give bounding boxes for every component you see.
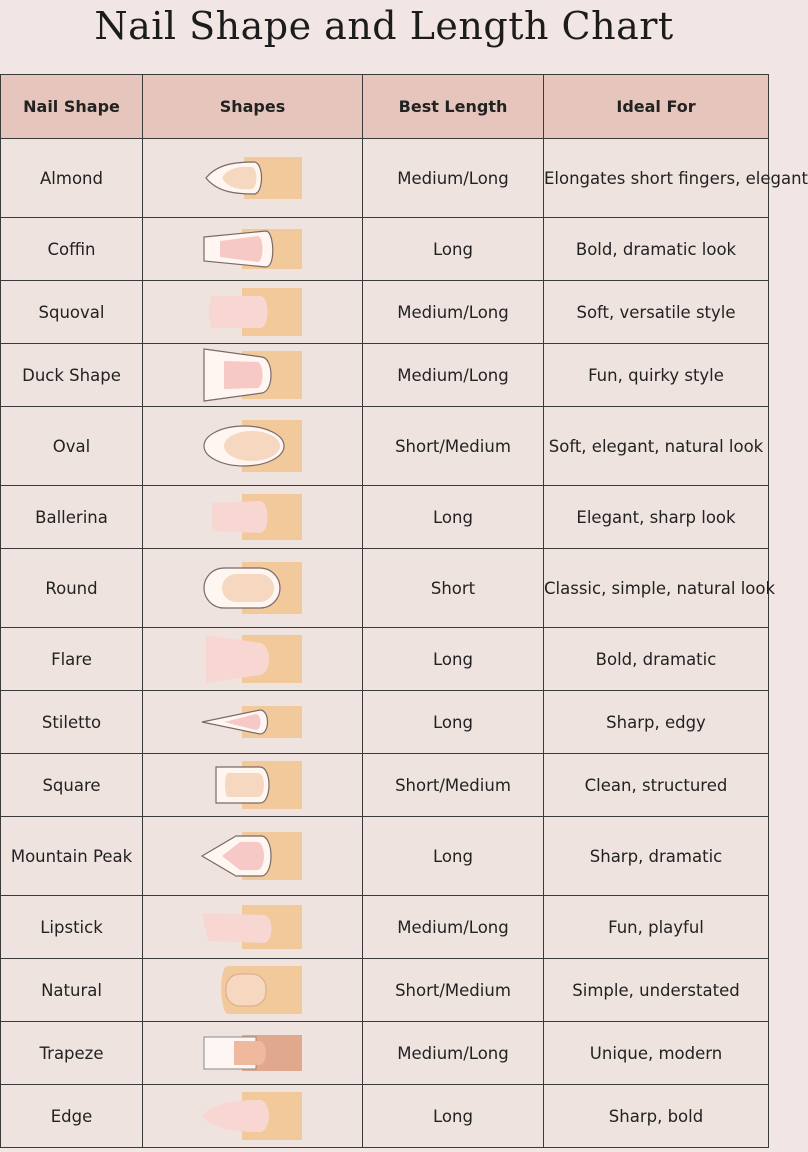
table-row	[1, 896, 769, 959]
ideal-for: Bold, dramatic look	[544, 218, 769, 281]
best-length: Short	[363, 549, 544, 628]
table-row	[1, 1022, 769, 1085]
nail-shape-name: Edge	[1, 1085, 143, 1148]
nail-shape-name: Squoval	[1, 281, 143, 344]
lipstick-nail-icon	[198, 903, 308, 951]
ballerina-nail-icon	[198, 492, 308, 542]
ideal-for: Sharp, bold	[544, 1085, 769, 1148]
best-length: Medium/Long	[363, 139, 544, 218]
table-row	[1, 407, 769, 486]
table-row	[1, 549, 769, 628]
edge-nail-icon	[198, 1090, 308, 1142]
table-row	[1, 281, 769, 344]
best-length: Medium/Long	[363, 1022, 544, 1085]
nail-shape-name: Mountain Peak	[1, 817, 143, 896]
table-row	[1, 959, 769, 1022]
stiletto-nail-icon	[198, 702, 308, 742]
nail-shape-name: Lipstick	[1, 896, 143, 959]
best-length: Medium/Long	[363, 896, 544, 959]
nail-shape-name: Stiletto	[1, 691, 143, 754]
ideal-for: Soft, versatile style	[544, 281, 769, 344]
nail-shape-name: Flare	[1, 628, 143, 691]
ideal-for: Clean, structured	[544, 754, 769, 817]
table-row	[1, 344, 769, 407]
ideal-for: Bold, dramatic	[544, 628, 769, 691]
best-length: Medium/Long	[363, 344, 544, 407]
table-row	[1, 754, 769, 817]
table-row	[1, 628, 769, 691]
mountain-peak-nail-icon	[198, 830, 308, 882]
table-row	[1, 486, 769, 549]
table-row	[1, 139, 769, 218]
nail-shape-name: Oval	[1, 407, 143, 486]
nail-shape-name: Square	[1, 754, 143, 817]
ideal-for: Soft, elegant, natural look	[544, 407, 769, 486]
round-nail-icon	[198, 560, 308, 616]
almond-nail-icon	[198, 153, 308, 203]
ideal-for: Sharp, dramatic	[544, 817, 769, 896]
ideal-for: Classic, simple, natural look	[544, 549, 769, 628]
squoval-nail-icon	[198, 286, 308, 338]
nail-shape-name: Trapeze	[1, 1022, 143, 1085]
nail-shape-table	[0, 74, 808, 1148]
best-length: Long	[363, 691, 544, 754]
best-length: Long	[363, 817, 544, 896]
ideal-for: Fun, quirky style	[544, 344, 769, 407]
best-length: Short/Medium	[363, 959, 544, 1022]
chart-title: Nail Shape and Length Chart	[94, 4, 674, 48]
ideal-for: Elongates short fingers, elegant	[544, 139, 769, 218]
nail-shape-name: Natural	[1, 959, 143, 1022]
flare-nail-icon	[198, 631, 308, 687]
best-length: Short/Medium	[363, 407, 544, 486]
table-header-row	[1, 75, 769, 139]
best-length: Long	[363, 218, 544, 281]
ideal-for: Fun, playful	[544, 896, 769, 959]
nail-shape-name: Almond	[1, 139, 143, 218]
ideal-for: Simple, understated	[544, 959, 769, 1022]
oval-nail-icon	[198, 418, 308, 474]
header-best-length: Best Length	[363, 75, 544, 139]
coffin-nail-icon	[198, 225, 308, 273]
nail-shape-name: Coffin	[1, 218, 143, 281]
square-nail-icon	[198, 759, 308, 811]
best-length: Long	[363, 1085, 544, 1148]
best-length: Short/Medium	[363, 754, 544, 817]
ideal-for: Unique, modern	[544, 1022, 769, 1085]
best-length: Medium/Long	[363, 281, 544, 344]
ideal-for: Elegant, sharp look	[544, 486, 769, 549]
header-shapes: Shapes	[143, 75, 363, 139]
table-row	[1, 1085, 769, 1148]
table-row	[1, 817, 769, 896]
nail-shape-name: Round	[1, 549, 143, 628]
table-row	[1, 218, 769, 281]
natural-nail-icon	[198, 964, 308, 1016]
header-ideal-for: Ideal For	[544, 75, 769, 139]
best-length: Long	[363, 486, 544, 549]
best-length: Long	[363, 628, 544, 691]
nail-shape-name: Ballerina	[1, 486, 143, 549]
trapeze-nail-icon	[198, 1031, 308, 1075]
nail-shape-name: Duck Shape	[1, 344, 143, 407]
ideal-for: Sharp, edgy	[544, 691, 769, 754]
duck-nail-icon	[198, 347, 308, 403]
table-row	[1, 691, 769, 754]
header-nail-shape: Nail Shape	[1, 75, 143, 139]
